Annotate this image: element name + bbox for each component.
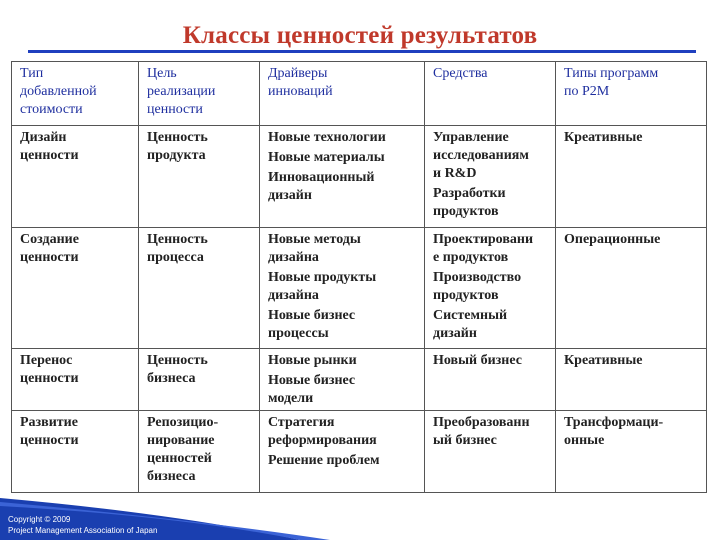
cell-line: Ценность: [147, 130, 208, 145]
header-cell-program-types: [556, 62, 707, 126]
cell-line: ценности: [147, 102, 203, 117]
cell-line: ценностей: [147, 451, 212, 466]
cell-line: Новые продукты: [268, 270, 377, 285]
cell-line: по P2M: [564, 84, 610, 99]
cell-line: Разработки: [433, 186, 506, 201]
cell-line: Драйверы: [268, 66, 328, 81]
cell-line: ый бизнес: [433, 433, 497, 448]
cell-line: Операционные: [564, 232, 661, 247]
header-cell-value-type: [12, 62, 139, 126]
title-underline: [28, 50, 696, 53]
cell-line: инноваций: [268, 84, 333, 99]
cell-line: ценности: [20, 371, 79, 386]
copyright-line-2: Project Management Association of Japan: [8, 526, 158, 535]
cell-innovation-drivers: [260, 411, 425, 493]
cell-line: онные: [564, 433, 605, 448]
cell-line: Новые технологии: [268, 130, 386, 145]
cell-line: Тип: [20, 66, 44, 81]
cell-value-type: [12, 126, 139, 228]
cell-innovation-drivers: [260, 126, 425, 228]
cell-line: Развитие: [20, 415, 78, 430]
cell-line: Цель: [147, 66, 177, 81]
cell-line: ценности: [20, 250, 79, 265]
table-header-row: [12, 62, 707, 126]
copyright-text: [8, 514, 157, 536]
cell-line: Креативные: [564, 353, 643, 368]
cell-line: Создание: [20, 232, 79, 247]
cell-line: Новые бизнес: [268, 373, 356, 388]
cell-program-types: [556, 228, 707, 349]
cell-line: Новые рынки: [268, 353, 357, 368]
cell-line: продукта: [147, 148, 206, 163]
cell-line: Перенос: [20, 353, 73, 368]
cell-line: е продуктов: [433, 250, 509, 265]
cell-line: Инновационный: [268, 170, 375, 185]
cell-program-types: [556, 349, 707, 411]
header-cell-means: [425, 62, 556, 126]
cell-means: [425, 349, 556, 411]
cell-program-types: [556, 411, 707, 493]
cell-line: Стратегия: [268, 415, 335, 430]
cell-innovation-drivers: [260, 349, 425, 411]
cell-line: процессы: [268, 326, 329, 341]
header-cell-innovation-drivers: [260, 62, 425, 126]
cell-line: ценности: [20, 433, 79, 448]
cell-line: нирование: [147, 433, 215, 448]
cell-line: Проектировани: [433, 232, 534, 247]
cell-line: Трансформаци-: [564, 415, 664, 430]
cell-line: исследованиям: [433, 148, 529, 163]
table-row: [12, 228, 707, 349]
page-title: Классы ценностей результатов: [182, 22, 538, 49]
cell-means: [425, 228, 556, 349]
cell-goal: [139, 411, 260, 493]
cell-value-type: [12, 349, 139, 411]
cell-line: стоимости: [20, 102, 83, 117]
cell-line: Дизайн: [20, 130, 67, 145]
cell-line: ценности: [20, 148, 79, 163]
header-cell-goal: [139, 62, 260, 126]
cell-line: продуктов: [433, 204, 499, 219]
cell-line: и R&D: [433, 166, 477, 181]
value-classes-table: [11, 61, 707, 493]
copyright-line-1: Copyright © 2009: [8, 515, 71, 524]
cell-goal: [139, 349, 260, 411]
table-row: [12, 349, 707, 411]
cell-means: [425, 126, 556, 228]
cell-means: [425, 411, 556, 493]
cell-line: продуктов: [433, 288, 499, 303]
cell-line: Средства: [433, 66, 488, 81]
cell-line: Ценность: [147, 232, 208, 247]
cell-value-type: [12, 228, 139, 349]
cell-goal: [139, 228, 260, 349]
cell-line: Преобразованн: [433, 415, 530, 430]
cell-line: процесса: [147, 250, 204, 265]
cell-line: добавленной: [20, 84, 97, 99]
cell-line: дизайн: [268, 188, 312, 203]
cell-program-types: [556, 126, 707, 228]
cell-line: Репозицио-: [147, 415, 219, 430]
cell-line: дизайна: [268, 250, 319, 265]
cell-line: Типы программ: [564, 66, 659, 81]
cell-line: модели: [268, 391, 314, 406]
cell-line: Системный: [433, 308, 508, 323]
cell-line: Креативные: [564, 130, 643, 145]
cell-line: Новые бизнес: [268, 308, 356, 323]
cell-line: дизайна: [268, 288, 319, 303]
cell-line: дизайн: [433, 326, 477, 341]
cell-value-type: [12, 411, 139, 493]
cell-line: бизнеса: [147, 469, 196, 484]
cell-line: бизнеса: [147, 371, 196, 386]
cell-line: Производство: [433, 270, 522, 285]
cell-line: реформирования: [268, 433, 377, 448]
cell-line: Управление: [433, 130, 509, 145]
cell-line: реализации: [147, 84, 216, 99]
cell-line: Новые методы: [268, 232, 361, 247]
cell-line: Новые материалы: [268, 150, 385, 165]
cell-line: Ценность: [147, 353, 208, 368]
cell-line: Решение проблем: [268, 453, 380, 468]
cell-goal: [139, 126, 260, 228]
cell-line: Новый бизнес: [433, 353, 522, 368]
table-row: [12, 411, 707, 493]
cell-innovation-drivers: [260, 228, 425, 349]
table-row: [12, 126, 707, 228]
